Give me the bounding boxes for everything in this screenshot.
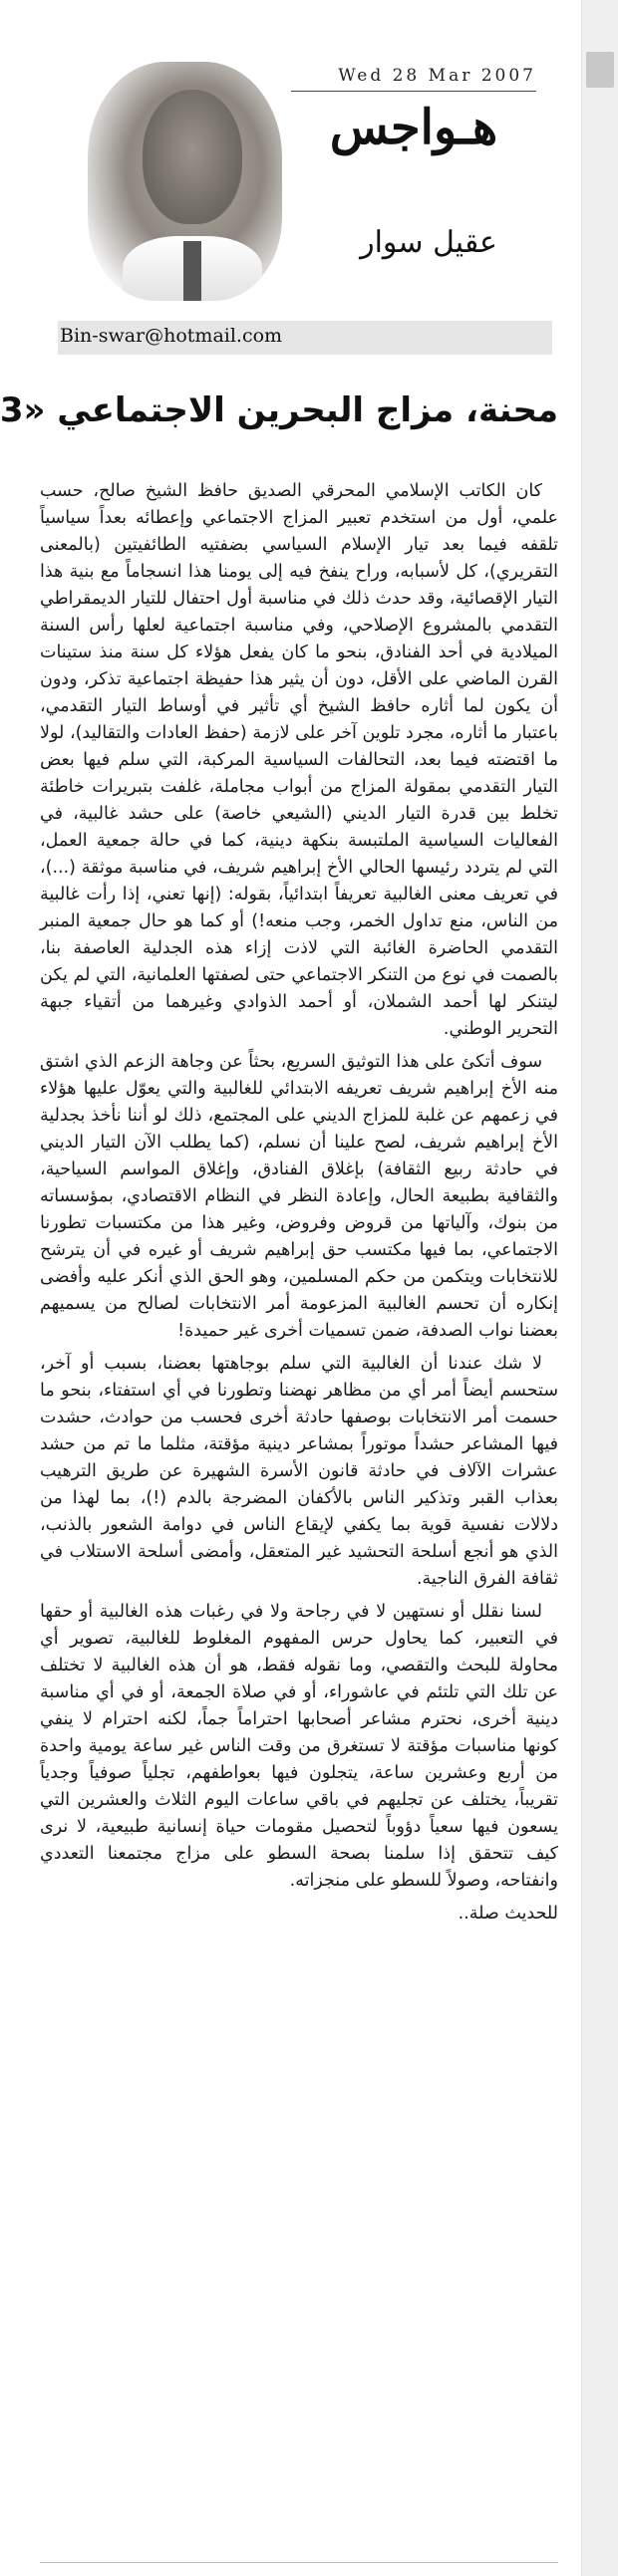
scrollbar-thumb[interactable]	[586, 52, 614, 88]
column-title: هـواجس	[329, 100, 498, 155]
author-name: عقيل سوار	[360, 225, 497, 260]
date-divider	[291, 91, 536, 92]
author-email-link[interactable]: Bin-swar@hotmail.com	[60, 325, 283, 347]
article-paragraph: لا شك عندنا أن الغالبية التي سلم بوجاهتها بعضنا، بسبب أو آخر، ستحسم أيضاً أمر أي من مظاهر نهضنا وتطورنا في أي استفتاء، بنحو ما حسمت أمر الانتخابات بوصفها حادثة أخرى فحسب من حوادث، حشدت فيها المشاعر حشداً موتوراً بمشاعر دينية مؤقتة، مثلما ما تم من حشد عشرات الآلاف في حادثة قانون الأسرة الشهيرة عن طريق الترهيب بعذاب القبر وتذكير الناس بالأكفان المضرجة بالدم (!)، بما لهذا من دلالات نفسية قوية بما يكفي لإيقاع الناس في دوامة الشعور بالذنب، الذي هو أنجع أسلحة التحشيد غير المتعقل، وأمضى أسلحة الاستلاب في ثقافة الفرق الناجية.	[40, 1354, 558, 1589]
article-headline: محنة، مزاج البحرين الاجتماعي «3	[0, 390, 558, 430]
publication-date: Wed 28 Mar 2007	[338, 66, 536, 86]
author-photo-head	[143, 90, 242, 224]
article-paragraph: سوف أتكئ على هذا التوثيق السريع، بحثاً عن وجاهة الزعم الذي اشتق منه الأخ إبراهيم شريف تعريفه الابتدائي للغالبية والتي يعوّل عليها هؤلاء في زعمهم عن غلبة للمزاج الديني على المجتمع، ذلك لو أننا نأخذ بجدلية الأخ إبراهيم شريف، لصح علينا أن نسلم، (كما يطلب الآن التيار الديني في حادثة ربيع الثقافة) بإغلاق الفنادق، وإغلاق المواسم السياحية، والثقافية بطبيعة الحال، وإعادة النظر في النظام الاقتصادي، بمؤسساته من بنوك، وآلياتها من قروض وفروض، وغير هذا من مكتسبات تطورنا الاجتماعي، بما فيها مكتسب حق إبراهيم شريف أو غيره في أن يترشح للانتخابات ويتكمن من حكم المسلمين، وهو الحق الذي أنكر عليه وأفضى إنكاره أن تحسم الغالبية المزعومة أمر الانتخابات لصالح من يسميهم بعضنا نواب الصدفة، ضمن تسميات أخرى غير حميدة!	[40, 1052, 558, 1341]
article-signoff: للحديث صلة..	[458, 1904, 558, 1924]
article-body	[40, 478, 558, 1933]
article-paragraph: لسنا نقلل أو نستهين لا في رجاحة ولا في رغبات هذه الغالبية أو حقها في التعبير، كما يحاول حرس المفهوم المغلوط للغالبية، تصوير أي محاولة للبحث والتقصي، وما نقوله فقط، هو أن هذه الغالبية لا تختلف عن تلك التي تلتئم في عاشوراء، أو في صلاة الجمعة، أو في أي مناسبة دينية أخرى، نحترم مشاعر أصحابها احتراماً جماً، لكنه احترام لا ينفي كونها مناسبات مؤقتة لا تستغرق من وقت الناس غير ساعة يومية واحدة من أربع وعشرين ساعة، يتجلون فيها بعواطفهم، تجلياً صوفياً وجدياً تقريباً، يختلف عن تجليهم في باقي ساعات اليوم الثلاث والعشرين التي يسعون فيها سعياً دؤوباً لتحصيل مقومات حياة إنسانية طبيعية، لا نرى كيف تتحقق إذا سلمنا بصحة السطو على مزاج مجتمعنا التعددي وانفتاحه، وصولاً للسطو على منجزاته.	[40, 1602, 558, 1891]
article-paragraph: كان الكاتب الإسلامي المحرقي الصديق حافظ الشيخ صالح، حسب علمي، أول من استخدم تعبير المزاج الاجتماعي وإعطائه بعداً سياسياً تلقفه فيما بعد تيار الإسلام السياسي بضفتيه الطائفيتين (بالمعنى التقريري)، كل لأسبابه، وراح ينفخ فيه إلى يومنا هذا انسجاماً مع بنية هذا التيار الإقصائية، وقد حدث ذلك في مناسبة أول احتفال للتيار الديمقراطي التقدمي بالمشروع الإصلاحي، وفي مناسبة اجتماعية لعلها رأس السنة الميلادية في أحد الفنادق، بنحو ما كان يفعل هؤلاء كل سنة منذ ستينات القرن الماضي على الأقل، دون أن يثير هذا حفيظة اجتماعية تذكر، ودون أن يكون لما أثاره حافظ الشيخ أي تأثير في أوساط التيار التقدمي، باعتبار ما أثاره، مجرد تلوين آخر على لازمة (حفظ العادات والتقاليد)، لولا ما اقتضته فيما بعد، التحالفات السياسية المركبة، التي سلم فيها بعض التيار التقدمي بمقولة المزاج من أبواب مجاملة، غلفت بتبريرات خاطئة تخلط بين قدرة التيار الديني (الشيعي خاصة) على حشد غالبية، في الفعاليات السياسية الملتبسة بنكهة دينية، كما في حالة جمعية العمل، التي لم يتردد رئيسها الحالي الأخ إبراهيم شريف، في مناسبة موثقة (...)، في تعريف معنى الغالبية تعريفاً ابتدائياً، بقوله: (إنها تعني، إذا رأت غالبية من الناس، منع تداول الخمر، وجب منعه!) أو كما هو حال جمعية المنبر التقدمي الحاضرة الغائبة التي لاذت إزاء هذه الجدلية العاصفة بنا، بالصمت في نوع من التنكر الاجتماعي حتى لصفتها العلمانية، التي لم يكن ليتنكر لها أحمد الشملان، أو أحمد الذوادي وغيرهما من أتقياء جبهة التحرير الوطني.	[40, 481, 558, 1039]
author-photo-tie	[183, 241, 201, 301]
author-photo	[88, 62, 282, 301]
vertical-scrollbar[interactable]	[581, 0, 618, 2576]
bottom-divider	[40, 2562, 558, 2563]
